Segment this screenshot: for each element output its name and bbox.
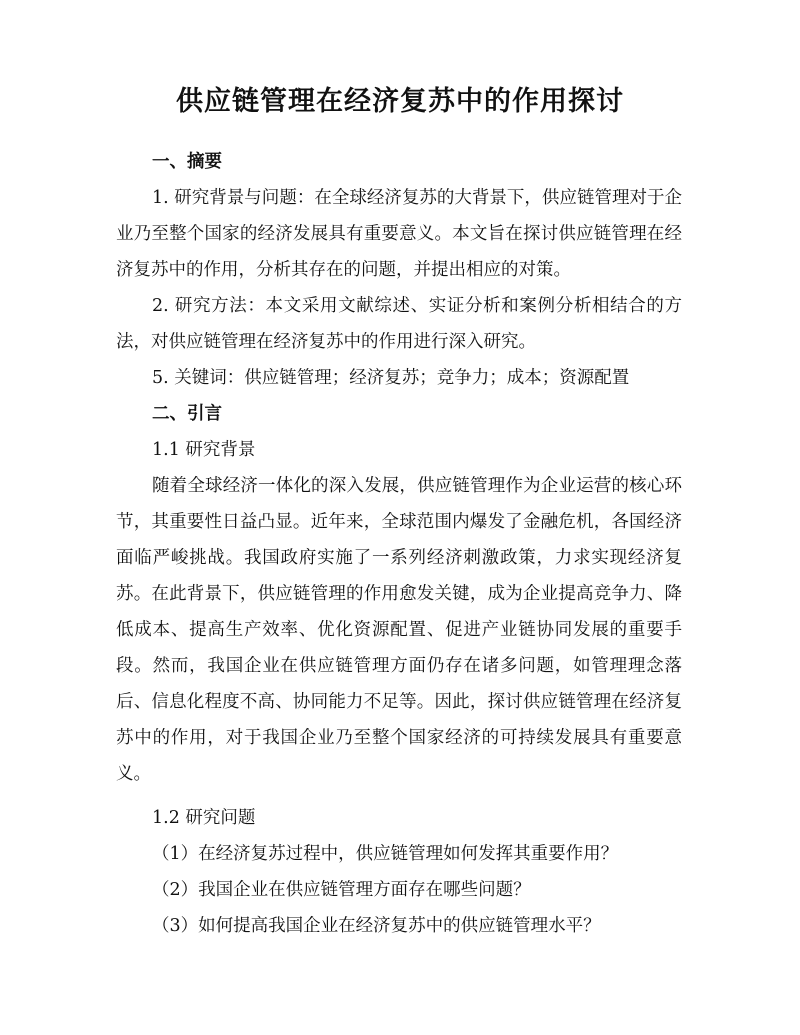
document-body — [116, 144, 682, 944]
research-question: （2）我国企业在供应链管理方面存在哪些问题？ — [152, 880, 531, 900]
abstract-paragraph-keywords: 5. 关键词：供应链管理；经济复苏；竞争力；成本；资源配置 — [152, 368, 630, 388]
background-paragraph: 随着全球经济一体化的深入发展，供应链管理作为企业运营的核心环节，其重要性日益凸显。近年来，全球范围内爆发了金融危机，各国经济面临严峻挑战。我国政府实施了一系列经济刺激政策，力求实现经济复苏。在此背景下，供应链管理的作用愈发关键，成为企业提高竞争力、降低成本、提高生产效率、优化资源配置、促进产业链协同发展的重要手段。然而，我国企业在供应链管理方面仍存在诸多问题，如管理理念落后、信息化程度不高、协同能力不足等。因此，探讨供应链管理在经济复苏中的作用，对于我国企业乃至整个国家经济的可持续发展具有重要意义。 — [116, 476, 682, 784]
document-title: 供应链管理在经济复苏中的作用探讨 — [176, 86, 624, 117]
section-heading-abstract: 一、摘要 — [152, 152, 222, 172]
subsection-heading-background: 1.1 研究背景 — [152, 440, 256, 460]
research-question: （1）在经济复苏过程中，供应链管理如何发挥其重要作用？ — [152, 844, 619, 864]
abstract-paragraph-background: 1. 研究背景与问题：在全球经济复苏的大背景下，供应链管理对于企业乃至整个国家的经济发展具有重要意义。本文旨在探讨供应链管理在经济复苏中的作用，分析其存在的问题，并提出相应的对策。 — [116, 188, 682, 280]
subsection-heading-questions: 1.2 研究问题 — [152, 808, 256, 828]
research-question: （3）如何提高我国企业在经济复苏中的供应链管理水平？ — [152, 916, 601, 936]
abstract-paragraph-method: 2. 研究方法：本文采用文献综述、实证分析和案例分析相结合的方法，对供应链管理在经济复苏中的作用进行深入研究。 — [116, 296, 682, 352]
section-heading-introduction: 二、引言 — [152, 404, 222, 424]
